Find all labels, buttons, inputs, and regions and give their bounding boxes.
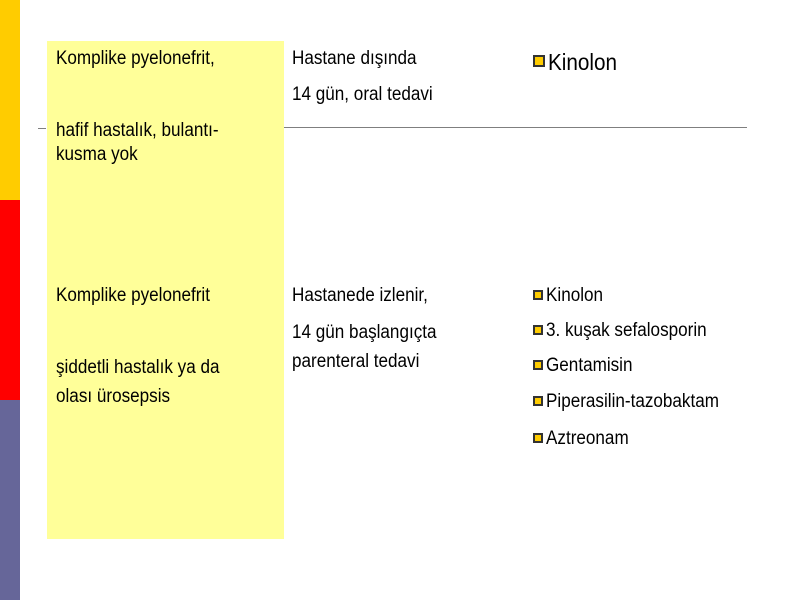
square-bullet-icon <box>533 360 543 370</box>
row2-treatment-item: 3. kuşak sefalosporin <box>533 319 725 343</box>
row1-treatment-item: Kinolon <box>533 48 625 76</box>
row2-treatment-item: Aztreonam <box>533 427 638 451</box>
square-bullet-icon <box>533 433 543 443</box>
row1-setting-line1: Hastane dışında <box>292 48 417 69</box>
row1-setting-line2: 14 gün, oral tedavi <box>292 84 433 105</box>
row-divider <box>284 127 747 128</box>
row2-condition-title: Komplike pyelonefrit <box>56 285 210 306</box>
accent-bar-purple <box>0 400 20 600</box>
row2-setting-line1: Hastanede izlenir, <box>292 285 428 306</box>
row1-condition-title: Komplike pyelonefrit, <box>56 48 215 69</box>
row2-condition-detail: şiddetli hastalık ya da olası ürosepsis <box>56 357 220 407</box>
square-bullet-icon <box>533 55 545 67</box>
row2-treatment-item: Piperasilin-tazobaktam <box>533 390 738 414</box>
square-bullet-icon <box>533 325 543 335</box>
square-bullet-icon <box>533 290 543 300</box>
square-bullet-icon <box>533 396 543 406</box>
row2-treatment-item: Gentamisin <box>533 354 642 378</box>
row1-condition-detail: hafif hastalık, bulantı-kusma yok <box>56 120 219 165</box>
accent-bar-red <box>0 200 20 400</box>
row2-treatment-item: Kinolon <box>533 284 609 308</box>
row-divider-stub <box>38 128 46 129</box>
accent-bar-yellow <box>0 0 20 200</box>
row2-setting-line2: 14 gün başlangıçta parenteral tedavi <box>292 322 437 372</box>
